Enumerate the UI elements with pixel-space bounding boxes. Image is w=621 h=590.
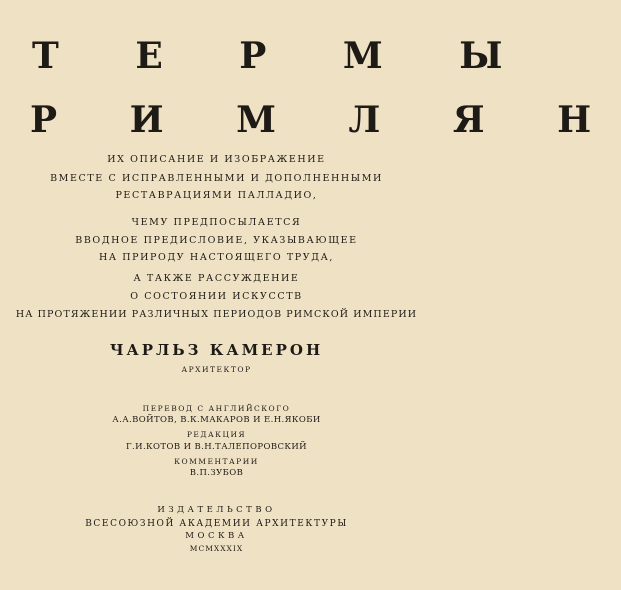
publisher-name: ВСЕСОЮЗНОЙ АКАДЕМИИ АРХИТЕКТУРЫ: [85, 519, 348, 529]
publisher-city: МОСКВА: [185, 531, 248, 541]
subtitle-line: НА ПРИРОДУ НАСТОЯЩЕГО ТРУДА,: [99, 252, 334, 263]
subtitle-line: РЕСТАВРАЦИЯМИ ПАЛЛАДИО,: [115, 190, 318, 201]
translation-label: ПЕРЕВОД С АНГЛИЙСКОГО: [142, 404, 291, 413]
publication-year: MCMXXXIX: [189, 544, 244, 553]
commentator: В.П.ЗУБОВ: [189, 468, 244, 478]
subtitle-line: НА ПРОТЯЖЕНИИ РАЗЛИЧНЫХ ПЕРИОДОВ РИМСКОЙ ИМПЕРИИ: [15, 309, 418, 320]
subtitle-line: ЧЕМУ ПРЕДПОСЫЛАЕТСЯ: [131, 217, 302, 228]
subtitle-line: ВВОДНОЕ ПРЕДИСЛОВИЕ, УКАЗЫВАЮЩЕЕ: [75, 235, 358, 246]
commentary-label: КОММЕНТАРИИ: [174, 457, 259, 466]
editing-label: РЕДАКЦИЯ: [186, 430, 247, 439]
title-line-1: Т Е Р М Ы: [32, 35, 535, 77]
subtitle-line: А ТАКЖЕ РАССУЖДЕНИЕ: [133, 273, 300, 284]
title-line-2: Р И М Л Я Н: [30, 99, 621, 141]
publisher-label: ИЗДАТЕЛЬСТВО: [157, 505, 276, 515]
translators: А.А.ВОЙТОВ, В.К.МАКАРОВ И Е.Н.ЯКОБИ: [112, 415, 321, 425]
editors: Г.И.КОТОВ И В.Н.ТАЛЕПОРОВСКИЙ: [126, 442, 307, 452]
subtitle-line: ВМЕСТЕ С ИСПРАВЛЕННЫМИ И ДОПОЛНЕННЫМИ: [50, 173, 383, 184]
author-role: АРХИТЕКТОР: [181, 365, 252, 374]
author-name: ЧАРЛЬЗ КАМЕРОН: [109, 341, 324, 359]
subtitle-line: О СОСТОЯНИИ ИСКУССТВ: [130, 291, 303, 302]
subtitle-line: ИХ ОПИСАНИЕ И ИЗОБРАЖЕНИЕ: [107, 154, 326, 165]
